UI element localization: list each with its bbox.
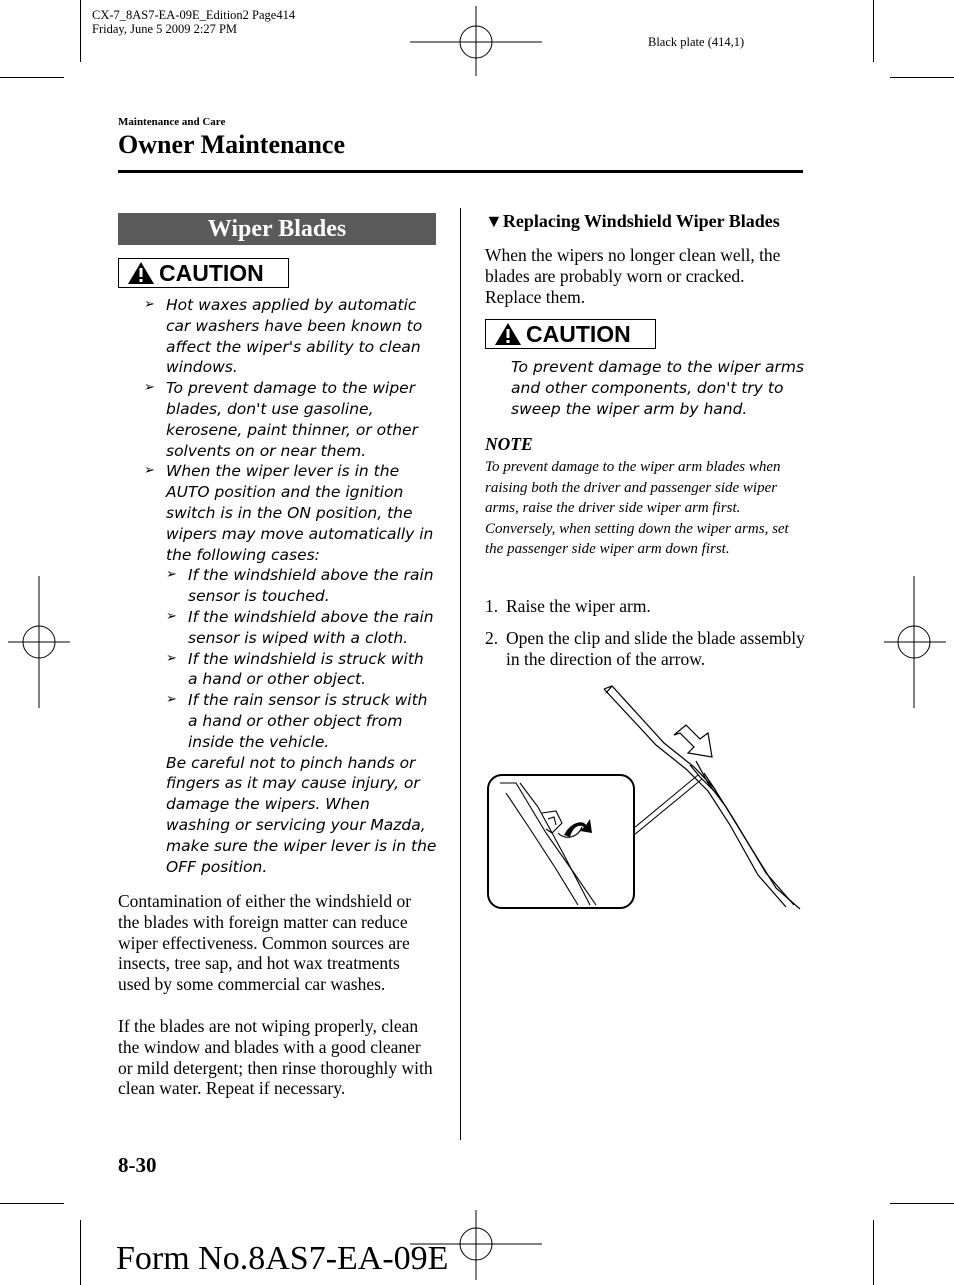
paragraph-cleaning: If the blades are not wiping properly, clean the window and blades with a good cleaner or mild detergent; then rinse thoroughly with clean water. Repeat if necessary.: [118, 1016, 433, 1099]
sub-list-item: ➢ If the rain sensor is struck with a hand or other object from inside the vehicle.: [166, 690, 438, 752]
step-text: Open the clip and slide the blade assembly in the direction of the arrow.: [506, 627, 805, 669]
list-item: [485, 596, 805, 617]
list-item: ➢ When the wiper lever is in the AUTO position and the ignition switch is in the ON position, the wipers may move automatically in the following cases:: [144, 461, 438, 565]
triangle-marker-icon: ▼: [485, 211, 503, 231]
column-divider: [460, 208, 461, 1140]
registration-mark-left: [8, 576, 70, 708]
sub-list-item: ➢ If the windshield above the rain sensor is wiped with a cloth.: [166, 607, 438, 649]
caution-box-left: [118, 258, 289, 288]
caution-text-right: To prevent damage to the wiper arms and other components, don't try to sweep the wiper arm by hand.: [511, 358, 805, 418]
plate-info: Black plate (414,1): [648, 35, 745, 49]
header-rule: [118, 170, 803, 173]
subsection-heading: [485, 211, 780, 232]
page-number: 8-30: [118, 1153, 157, 1177]
step-number: 2.: [485, 627, 499, 648]
step-number: 1.: [485, 596, 499, 616]
file-info: [92, 8, 295, 36]
registration-mark-top: [410, 6, 542, 76]
file-info-line2: Friday, June 5 2009 2:27 PM: [92, 22, 238, 36]
sub-list-item: ➢ If the windshield is struck with a hand or other object.: [166, 649, 438, 691]
caution-label-left: CAUTION: [159, 259, 264, 286]
steps-list: [485, 596, 805, 669]
list-item: [485, 628, 805, 670]
note-text: To prevent damage to the wiper arm blades when raising both the driver and passenger side wiper arms, raise the driver side wiper arm first. Conversely, when setting down the wiper arms, set the passenger side wiper arm down first.: [485, 459, 789, 558]
replace-intro: When the wipers no longer clean well, the blades are probably worn or cracked. Replace them.: [485, 245, 781, 307]
file-info-line1: CX-7_8AS7-EA-09E_Edition2 Page414: [92, 8, 296, 22]
form-number: Form No.8AS7-EA-09E: [116, 1240, 449, 1277]
page-title: Owner Maintenance: [118, 130, 345, 159]
section-label: Maintenance and Care: [118, 116, 226, 128]
subsection-heading-text: Replacing Windshield Wiper Blades: [502, 211, 780, 231]
warning-icon: [494, 322, 522, 346]
paragraph-contamination: Contamination of either the windshield or the blades with foreign matter can reduce wiper effectiveness. Common sources are insects, tree sap, and hot wax treatments used by some commercial car washes.: [118, 891, 412, 995]
caution-box-right: [485, 319, 656, 349]
warning-icon: [127, 261, 155, 285]
slide-direction-arrow-icon: [674, 725, 712, 757]
wiper-blades-heading: Wiper Blades: [118, 213, 436, 245]
caution-list-left: [144, 295, 438, 877]
caution-closing-text: Be careful not to pinch hands or fingers as it may cause injury, or damage the wipers. When washing or servicing your Mazda, make sure the wiper lever is in the OFF position.: [166, 753, 437, 876]
list-item: ➢ To prevent damage to the wiper blades, don't use gasoline, kerosene, paint thinner, or other solvents on or near them.: [144, 378, 438, 461]
list-item: ➢ Hot waxes applied by automatic car washers have been known to affect the wiper's ability to clean windows.: [144, 295, 438, 378]
note-label: NOTE: [485, 434, 533, 454]
sub-list-item: ➢ If the windshield above the rain sensor is touched.: [166, 565, 438, 607]
step-text: Raise the wiper arm.: [506, 596, 651, 616]
wiper-blade-illustration: [486, 683, 804, 913]
caution-label-right: CAUTION: [526, 320, 631, 347]
detail-inset: [488, 775, 634, 908]
registration-mark-right: [884, 576, 946, 708]
